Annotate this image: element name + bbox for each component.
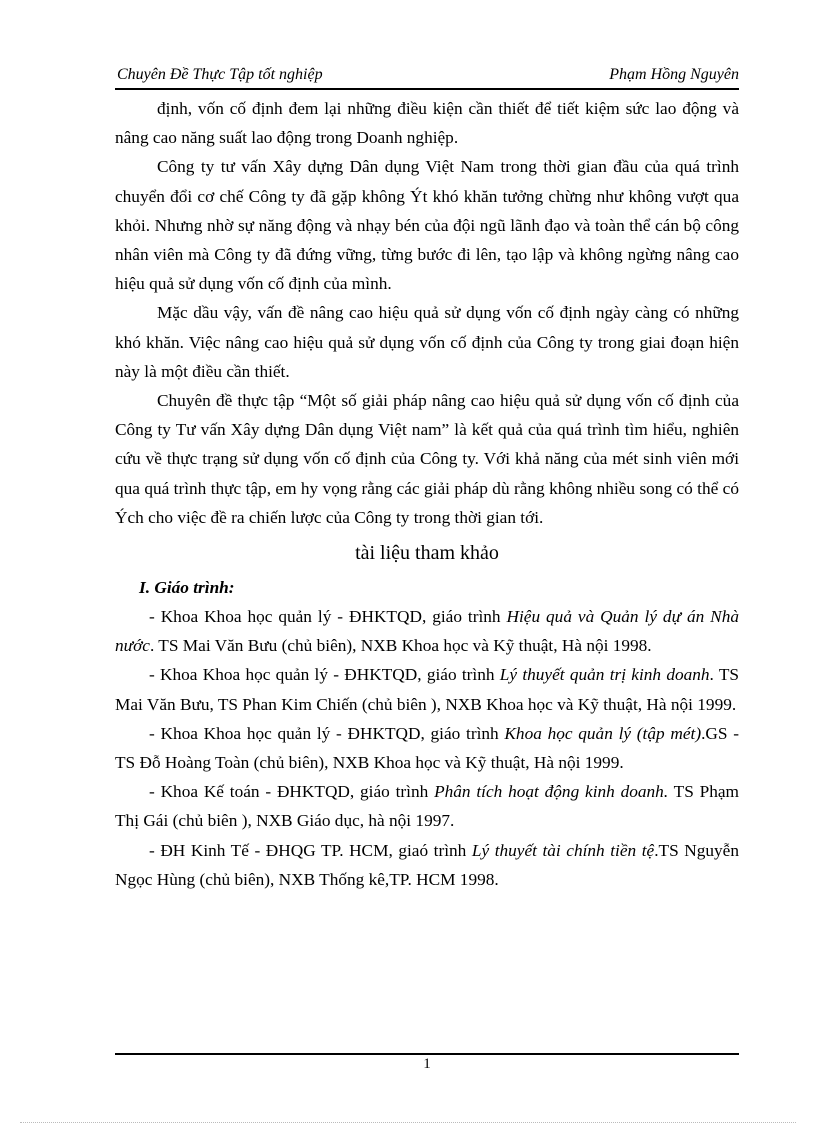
reference-item: - Khoa Khoa học quản lý - ĐHKTQD, giáo trình Hiệu quả và Quản lý dự án Nhà nước. TS Mai Văn Bưu (chủ biên), NXB Khoa học và Kỹ thuật, Hà nội 1998. (115, 607, 739, 656)
header-left-title: Chuyên Đề Thực Tập tốt nghiệp (117, 66, 323, 83)
references-heading: tài liệu tham khảo (355, 542, 499, 565)
reference-item: - Khoa Khoa học quản lý - ĐHKTQD, giáo trình Lý thuyết quản trị kinh doanh. TS Mai Văn Bưu, TS Phan Kim Chiến (chủ biên ), NXB Khoa học và Kỹ thuật, Hà nội 1999. (115, 665, 739, 714)
reference-item: - ĐH Kinh Tế - ĐHQG TP. HCM, giaó trình Lý thuyết tài chính tiền tệ.TS Nguyễn Ngọc Hùng (chủ biên), NXB Thống kê,TP. HCM 1998. (115, 840, 739, 889)
document-body (115, 94, 739, 894)
paragraph: Công ty tư vấn Xây dựng Dân dụng Việt Nam trong thời gian đầu của quá trình chuyển đổi cơ chế Công ty đã gặp không Ýt khó khăn tưởng chừng như không vượt qua khỏi. Nhưng nhờ sự năng động và nhạy bén của đội ngũ lãnh đạo và toàn thể cán bộ công nhân viên mà Công ty đã đứng vững, từng bước đi lên, tạo lập và không ngừng nâng cao hiệu quả sử dụng vốn cố định của mình. (115, 157, 739, 294)
paragraph: Mặc dầu vậy, vấn đề nâng cao hiệu quả sử dụng vốn cố định ngày càng có những khó khăn. Việc nâng cao hiệu quả sử dụng vốn cố định của Công ty trong giai đoạn hiện này là một điều cần thiết. (115, 303, 739, 381)
page-header (115, 64, 739, 90)
page-number: 1 (423, 1056, 431, 1072)
paragraph: Chuyên đề thực tập “Một số giải pháp nâng cao hiệu quả sử dụng vốn cố định của Công ty Tư vấn Xây dựng Dân dụng Việt nam” là kết quả của quá trình tìm hiểu, nghiên cứu về thực trạng sử dụng vốn cố định của Công ty. Với khả năng của mét sinh viên mới qua quá trình thực tập, em hy vọng rằng các giải pháp dù rằng không nhiều song có thể có Ých cho việc đề ra chiến lược của Công ty trong thời gian tới. (115, 391, 739, 527)
footer-rule (115, 1053, 739, 1055)
paragraph: định, vốn cố định đem lại những điều kiện cần thiết để tiết kiệm sức lao động và nâng cao năng suất lao động trong Doanh nghiệp. (115, 99, 739, 148)
reference-item: - Khoa Kế toán - ĐHKTQD, giáo trình Phân tích hoạt động kinh doanh. TS Phạm Thị Gái (chủ biên ), NXB Giáo dục, hà nội 1997. (115, 782, 739, 831)
header-right-author: Phạm Hồng Nguyên (609, 66, 739, 83)
reference-item: - Khoa Khoa học quản lý - ĐHKTQD, giáo trình Khoa học quản lý (tập mét).GS - TS Đỗ Hoàng Toàn (chủ biên), NXB Khoa học và Kỹ thuật, Hà nội 1999. (115, 723, 739, 773)
section-heading: I. Giáo trình: (139, 578, 235, 598)
